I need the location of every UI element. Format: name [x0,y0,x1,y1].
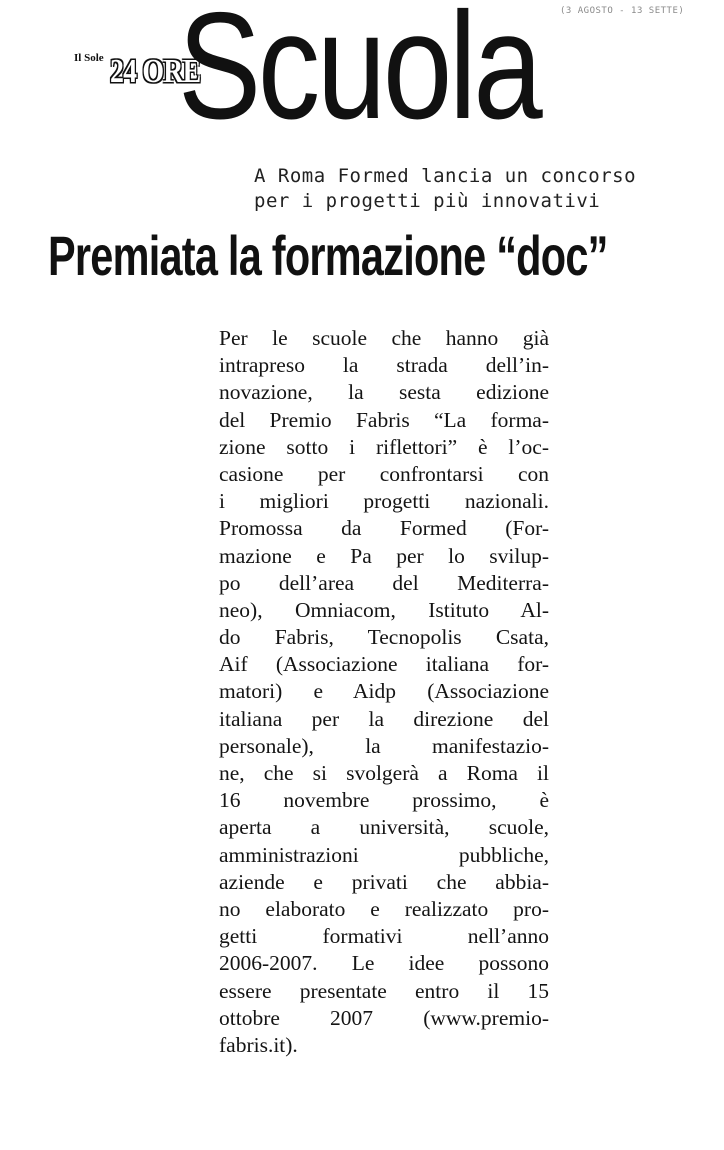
section-title: Scuola [178,0,540,151]
body-line: ottobre 2007 (www.premio- [219,1005,549,1030]
body-line: 2006-2007. Le idee possono [219,951,549,976]
body-line: no elaborato e realizzato pro- [219,896,549,921]
article-subtitle [254,164,704,214]
body-line: del Premio Fabris “La forma- [219,407,549,432]
body-line: novazione, la sesta edizione [219,380,549,405]
body-line: neo), Omniacom, Istituto Al- [219,597,549,622]
article-body [219,325,549,1059]
body-line: do Fabris, Tecnopolis Csata, [219,625,549,650]
date-stamp: (3 AGOSTO - 13 SETTE) [560,6,685,16]
publisher-logo: 24 ORE [110,53,201,90]
body-line: casione per confrontarsi con [219,461,549,486]
publisher-small-label: Il Sole [74,52,104,64]
body-line: italiana per la direzione del [219,706,549,731]
body-line: ne, che si svolgerà a Roma il [219,761,549,785]
body-line: intrapreso la strada dell’in- [219,353,549,378]
body-line: matori) e Aidp (Associazione [219,679,549,704]
subtitle-line: per i progetti più innovativi [254,190,601,212]
body-line: fabris.it). [219,1032,298,1057]
body-line: mazione e Pa per lo svilup- [219,543,549,568]
body-line: 16 novembre prossimo, è [219,788,549,813]
body-line: getti formativi nell’anno [219,924,549,949]
body-line: Per le scuole che hanno già [219,326,549,350]
body-line: amministrazioni pubbliche, [219,842,549,867]
body-line: personale), la manifestazio- [219,733,549,758]
body-line: po dell’area del Mediterra- [219,570,549,595]
body-line: aperta a università, scuole, [219,815,549,840]
body-line: essere presentate entro il 15 [219,978,549,1003]
article-headline: Premiata la formazione “doc” [48,224,608,287]
body-line: i migliori progetti nazionali. [219,489,549,514]
body-line: Promossa da Formed (For- [219,516,549,541]
subtitle-line: A Roma Formed lancia un concorso [254,165,637,187]
body-line: zione sotto i riflettori” è l’oc- [219,434,549,459]
body-line: Aif (Associazione italiana for- [219,652,549,677]
body-line: aziende e privati che abbia- [219,869,549,894]
